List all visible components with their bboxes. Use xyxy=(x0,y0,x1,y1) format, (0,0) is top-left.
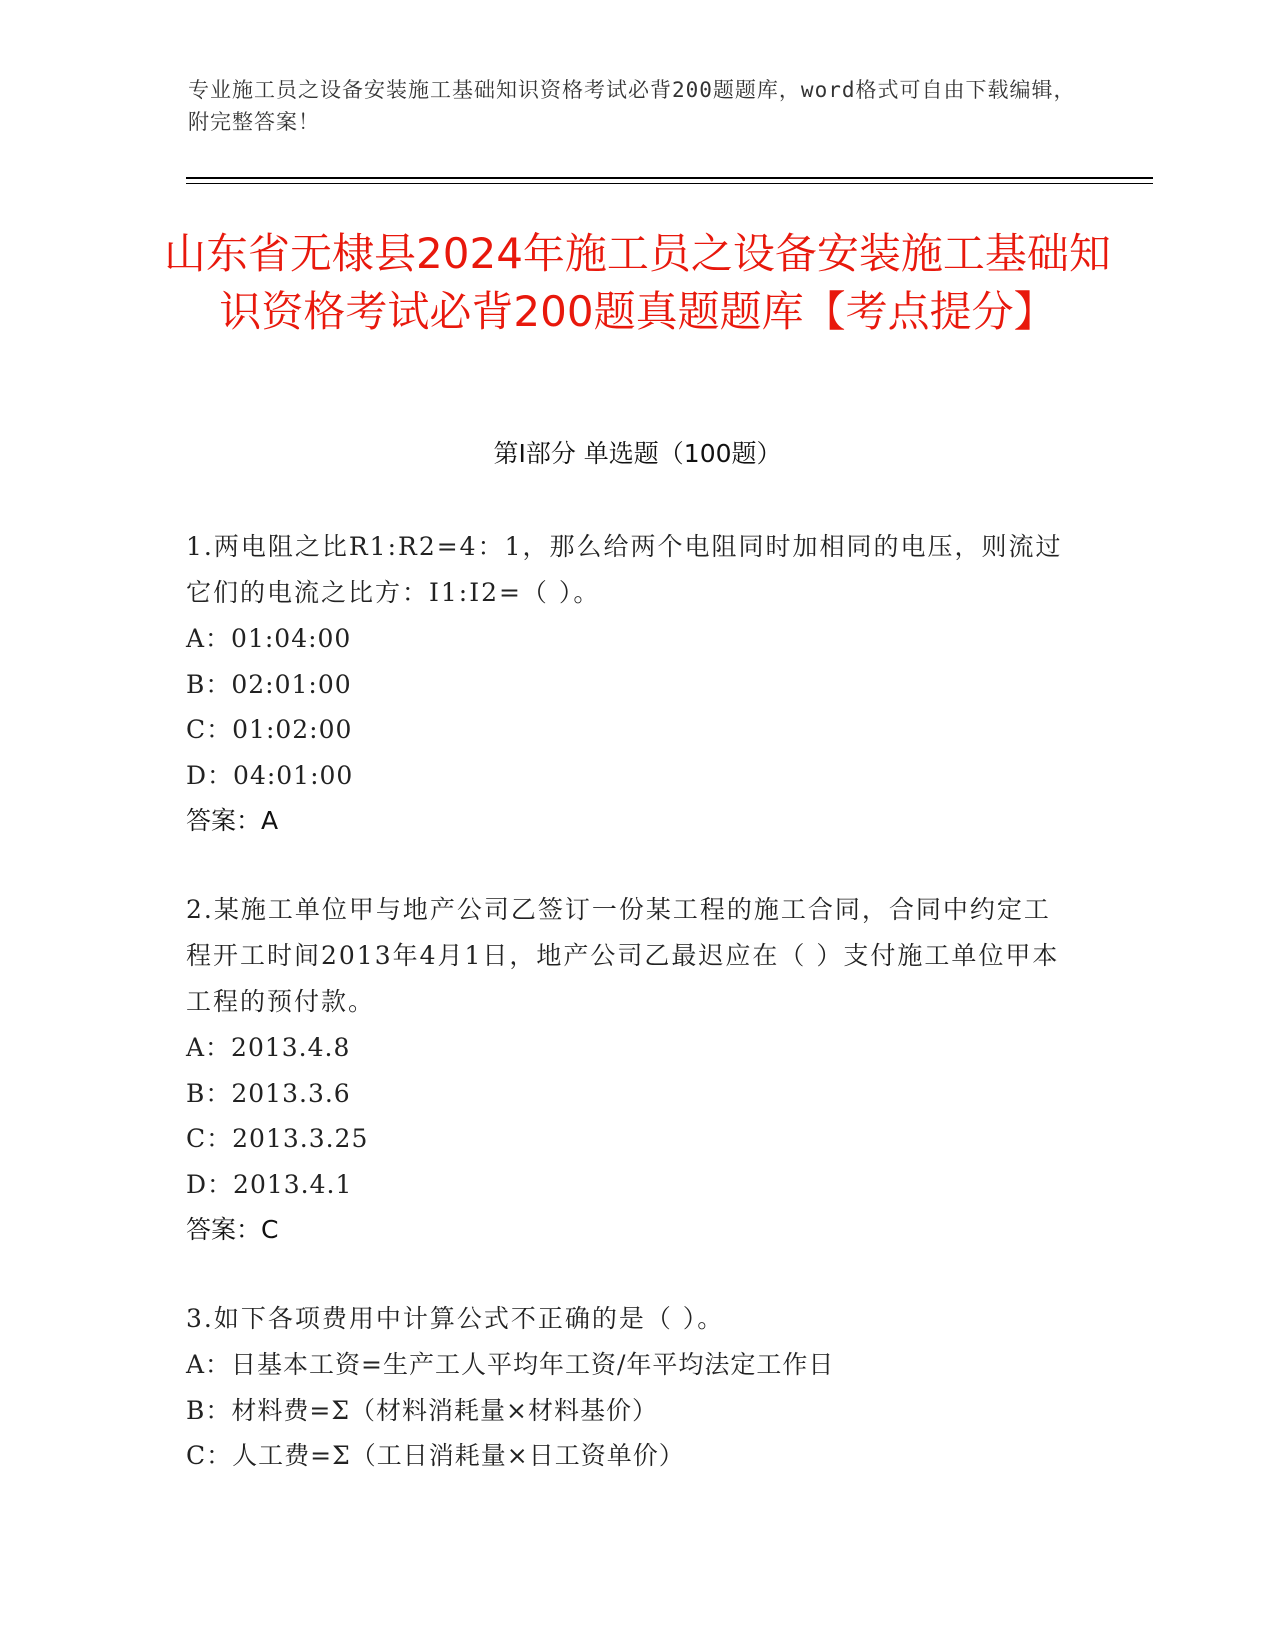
question-2 xyxy=(186,887,1066,1253)
option-b: B：2013.3.6 xyxy=(186,1078,351,1108)
option-a: A：2013.4.8 xyxy=(186,1033,351,1062)
answer-line: 答案：A xyxy=(186,806,279,835)
option-a: A：日基本工资=生产工人平均年工资/年平均法定工作日 xyxy=(186,1350,835,1379)
question-stem: 1.两电阻之比R1:R2=4：1，那么给两个电阻同时加相同的电压，则流过它们的电流之比方：I1:I2=（ ）。 xyxy=(186,532,1063,607)
option-d: D：2013.4.1 xyxy=(186,1169,353,1199)
option-b: B：02:01:00 xyxy=(186,669,352,699)
option-d: D：04:01:00 xyxy=(186,760,354,790)
header-divider-thick xyxy=(186,177,1153,179)
question-stem: 2.某施工单位甲与地产公司乙签订一份某工程的施工合同，合同中约定工程开工时间2013年4月1日，地产公司乙最迟应在（ ）支付施工单位甲本工程的预付款。 xyxy=(186,895,1060,1016)
option-c: C：人工费=Σ（工日消耗量×日工资单价） xyxy=(186,1441,685,1470)
question-stem: 3.如下各项费用中计算公式不正确的是（ ）。 xyxy=(186,1304,725,1333)
question-3 xyxy=(186,1296,1066,1479)
option-c: C：01:02:00 xyxy=(186,715,353,744)
answer-line: 答案：C xyxy=(186,1215,279,1244)
question-1 xyxy=(186,524,1066,844)
section-title: 第I部分 单选题（100题） xyxy=(493,439,782,468)
header-divider-thin xyxy=(186,183,1153,184)
option-a: A：01:04:00 xyxy=(186,624,352,653)
document-title: 山东省无棣县2024年施工员之设备安装施工基础知识资格考试必背200题真题题库【考点提分】 xyxy=(164,229,1111,336)
option-c: C：2013.3.25 xyxy=(186,1124,369,1153)
document-header-note: 专业施工员之设备安装施工基础知识资格考试必背200题题库，word格式可自由下载编辑，附完整答案！ xyxy=(188,78,1076,134)
question-list xyxy=(186,524,1066,1522)
option-b: B：材料费=Σ（材料消耗量×材料基价） xyxy=(186,1395,658,1425)
